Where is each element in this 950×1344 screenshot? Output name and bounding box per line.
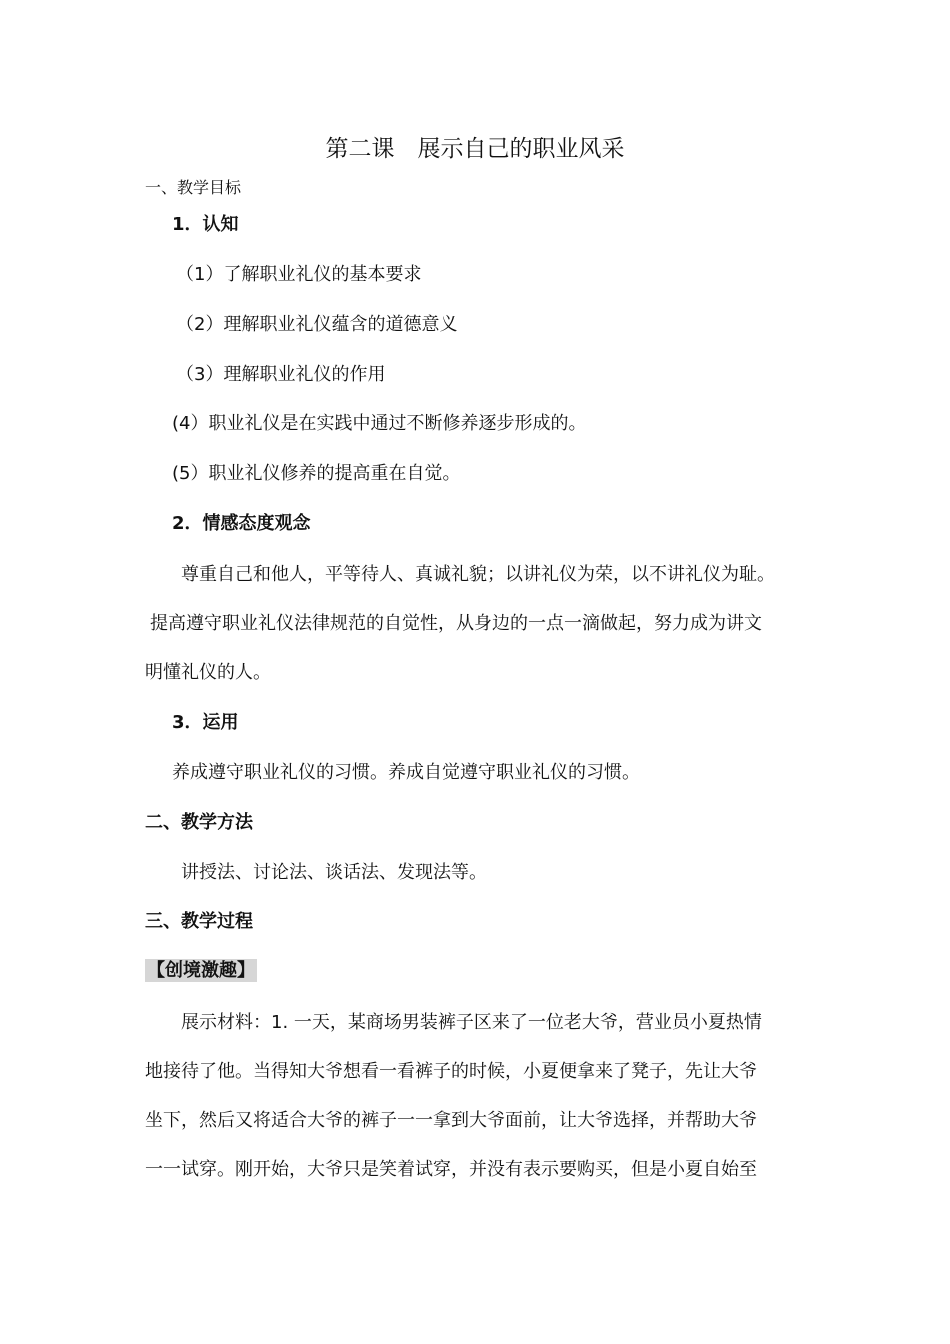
paragraph-line: 尊重自己和他人，平等待人、真诚礼貌；以讲礼仪为荣，以不讲礼仪为耻。 — [181, 564, 775, 585]
paragraph-line: 提高遵守职业礼仪法律规范的自觉性，从身边的一点一滴做起，努力成为讲文 — [150, 613, 762, 634]
list-item: (5）职业礼仪修养的提高重在自觉。 — [172, 463, 461, 484]
paragraph-line: 明懂礼仪的人。 — [145, 662, 271, 683]
highlight-tag: 【创境激趣】 — [147, 960, 255, 981]
list-item: （2）理解职业礼仪蕴含的道德意义 — [176, 314, 458, 335]
section-heading-process: 三、教学过程 — [145, 911, 253, 932]
list-item: （1）了解职业礼仪的基本要求 — [176, 264, 422, 285]
section-heading-methods: 二、教学方法 — [145, 812, 253, 833]
paragraph-line: 展示材料：1. 一天，某商场男装裤子区来了一位老大爷，营业员小夏热情 — [181, 1012, 762, 1033]
subheading-emotion-attitude: 2．情感态度观念 — [172, 513, 311, 534]
subheading-application: 3．运用 — [172, 712, 239, 733]
paragraph-line: 地接待了他。当得知大爷想看一看裤子的时候，小夏便拿来了凳子，先让大爷 — [145, 1061, 757, 1082]
section-heading-objectives: 一、教学目标 — [145, 178, 242, 197]
list-item: （3）理解职业礼仪的作用 — [176, 364, 386, 385]
subheading-cognition: 1．认知 — [172, 214, 239, 235]
paragraph-line: 坐下，然后又将适合大爷的裤子一一拿到大爷面前，让大爷选择，并帮助大爷 — [145, 1110, 757, 1131]
list-item: (4）职业礼仪是在实践中通过不断修养逐步形成的。 — [172, 413, 587, 434]
paragraph-line: 养成遵守职业礼仪的习惯。养成自觉遵守职业礼仪的习惯。 — [172, 762, 640, 783]
paragraph-line: 一一试穿。刚开始，大爷只是笑着试穿，并没有表示要购买，但是小夏自始至 — [145, 1159, 757, 1180]
page-title: 第二课 展示自己的职业风采 — [325, 136, 625, 162]
highlight-tag-wrapper — [145, 958, 257, 984]
paragraph-line: 讲授法、讨论法、谈话法、发现法等。 — [181, 862, 487, 883]
